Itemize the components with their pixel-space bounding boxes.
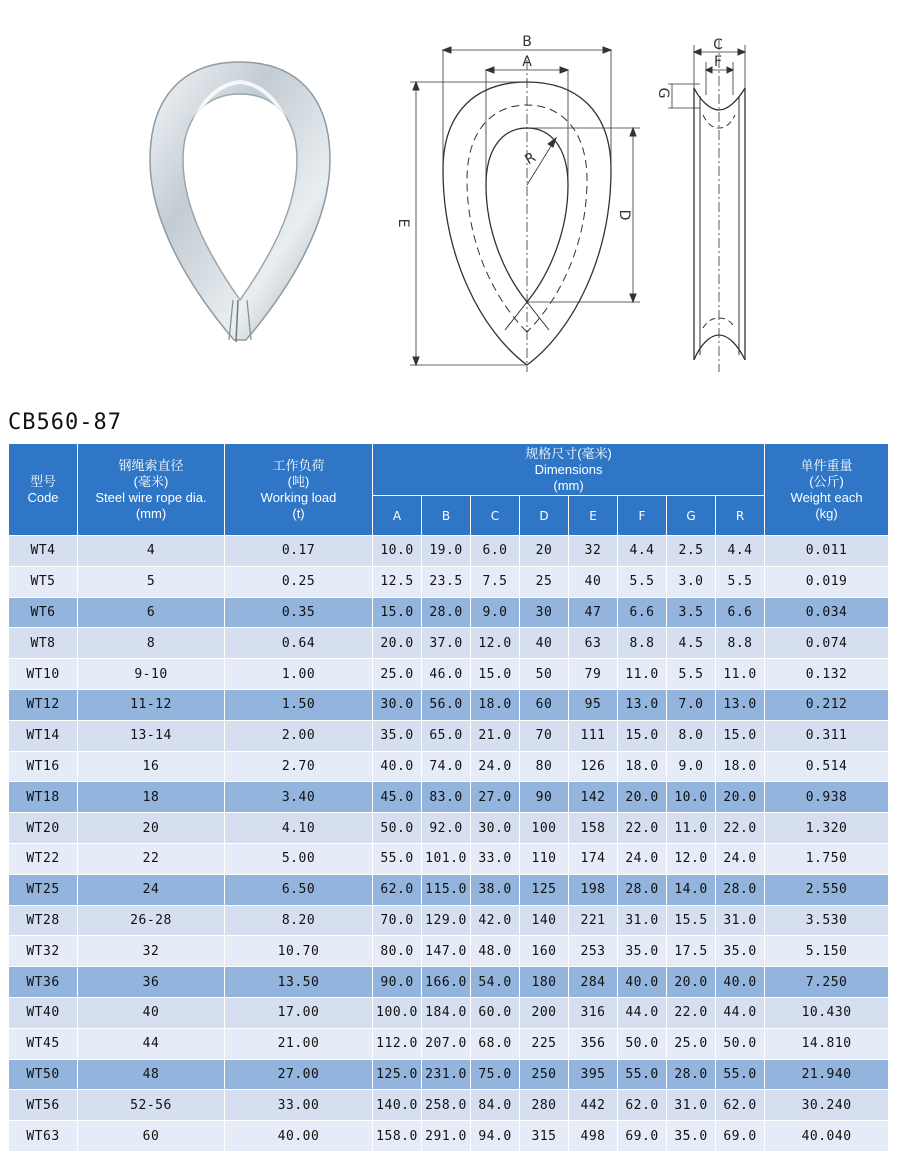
- cell-dim-g: 10.0: [667, 782, 716, 813]
- cell-dim-f: 31.0: [618, 905, 667, 936]
- side-view-drawing: [668, 40, 745, 372]
- dim-label-c: C: [713, 37, 723, 53]
- cell-dim-b: 28.0: [422, 597, 471, 628]
- cell-dim-d: 90: [520, 782, 569, 813]
- cell-dim-r: 13.0: [716, 689, 765, 720]
- cell-dim-b: 207.0: [422, 1028, 471, 1059]
- cell-weight: 0.311: [765, 720, 889, 751]
- cell-working-load: 17.00: [225, 997, 373, 1028]
- table-row: [9, 628, 889, 659]
- cell-rope-dia: 26-28: [78, 905, 225, 936]
- cell-dim-d: 315: [520, 1121, 569, 1152]
- cell-dim-b: 101.0: [422, 843, 471, 874]
- thimble-photo: [150, 62, 330, 342]
- cell-dim-c: 9.0: [471, 597, 520, 628]
- cell-dim-b: 56.0: [422, 689, 471, 720]
- cell-dim-r: 18.0: [716, 751, 765, 782]
- cell-rope-dia: 24: [78, 874, 225, 905]
- cell-dim-a: 15.0: [373, 597, 422, 628]
- dim-label-d: D: [616, 209, 632, 221]
- cell-dim-a: 80.0: [373, 936, 422, 967]
- header-rope-diameter: 钢绳索直径 (毫米) Steel wire rope dia. (mm): [78, 444, 225, 536]
- header-dim-a: A: [373, 496, 422, 536]
- cell-dim-r: 6.6: [716, 597, 765, 628]
- cell-dim-g: 31.0: [667, 1090, 716, 1121]
- cell-code: WT12: [9, 689, 78, 720]
- cell-dim-c: 38.0: [471, 874, 520, 905]
- cell-weight: 1.320: [765, 813, 889, 844]
- cell-dim-f: 20.0: [618, 782, 667, 813]
- cell-weight: 0.514: [765, 751, 889, 782]
- cell-dim-g: 14.0: [667, 874, 716, 905]
- cell-working-load: 5.00: [225, 843, 373, 874]
- cell-code: WT14: [9, 720, 78, 751]
- cell-code: WT28: [9, 905, 78, 936]
- cell-working-load: 13.50: [225, 967, 373, 998]
- table-row: [9, 1090, 889, 1121]
- cell-dim-d: 50: [520, 659, 569, 690]
- cell-dim-d: 250: [520, 1059, 569, 1090]
- cell-dim-b: 19.0: [422, 536, 471, 567]
- cell-dim-a: 10.0: [373, 536, 422, 567]
- cell-dim-b: 65.0: [422, 720, 471, 751]
- cell-rope-dia: 11-12: [78, 689, 225, 720]
- table-row: [9, 566, 889, 597]
- cell-working-load: 0.25: [225, 566, 373, 597]
- cell-dim-e: 142: [569, 782, 618, 813]
- table-row: [9, 751, 889, 782]
- cell-dim-g: 7.0: [667, 689, 716, 720]
- cell-dim-d: 20: [520, 536, 569, 567]
- cell-dim-g: 8.0: [667, 720, 716, 751]
- cell-dim-b: 184.0: [422, 997, 471, 1028]
- cell-dim-f: 15.0: [618, 720, 667, 751]
- cell-dim-d: 100: [520, 813, 569, 844]
- cell-dim-a: 20.0: [373, 628, 422, 659]
- cell-dim-r: 8.8: [716, 628, 765, 659]
- cell-dim-c: 30.0: [471, 813, 520, 844]
- cell-dim-f: 55.0: [618, 1059, 667, 1090]
- cell-dim-b: 258.0: [422, 1090, 471, 1121]
- cell-weight: 5.150: [765, 936, 889, 967]
- cell-weight: 1.750: [765, 843, 889, 874]
- cell-dim-e: 198: [569, 874, 618, 905]
- cell-dim-c: 60.0: [471, 997, 520, 1028]
- cell-dim-f: 8.8: [618, 628, 667, 659]
- cell-weight: 7.250: [765, 967, 889, 998]
- cell-dim-f: 62.0: [618, 1090, 667, 1121]
- dim-label-e: E: [395, 218, 411, 228]
- cell-working-load: 40.00: [225, 1121, 373, 1152]
- cell-working-load: 0.17: [225, 536, 373, 567]
- cell-working-load: 10.70: [225, 936, 373, 967]
- cell-dim-r: 31.0: [716, 905, 765, 936]
- table-row: [9, 905, 889, 936]
- header-dim-f: F: [618, 496, 667, 536]
- cell-dim-a: 55.0: [373, 843, 422, 874]
- cell-dim-r: 22.0: [716, 813, 765, 844]
- cell-dim-b: 23.5: [422, 566, 471, 597]
- cell-dim-r: 24.0: [716, 843, 765, 874]
- cell-working-load: 1.50: [225, 689, 373, 720]
- cell-code: WT10: [9, 659, 78, 690]
- cell-dim-f: 22.0: [618, 813, 667, 844]
- cell-dim-e: 79: [569, 659, 618, 690]
- cell-dim-g: 22.0: [667, 997, 716, 1028]
- cell-dim-b: 166.0: [422, 967, 471, 998]
- cell-dim-a: 30.0: [373, 689, 422, 720]
- dim-label-b: B: [522, 34, 532, 50]
- table-row: [9, 1028, 889, 1059]
- cell-dim-e: 32: [569, 536, 618, 567]
- cell-rope-dia: 32: [78, 936, 225, 967]
- cell-weight: 0.074: [765, 628, 889, 659]
- cell-dim-e: 356: [569, 1028, 618, 1059]
- table-body: [9, 536, 889, 1152]
- cell-rope-dia: 9-10: [78, 659, 225, 690]
- cell-dim-r: 35.0: [716, 936, 765, 967]
- cell-dim-e: 442: [569, 1090, 618, 1121]
- cell-dim-r: 40.0: [716, 967, 765, 998]
- cell-dim-r: 55.0: [716, 1059, 765, 1090]
- cell-dim-b: 291.0: [422, 1121, 471, 1152]
- cell-dim-r: 69.0: [716, 1121, 765, 1152]
- cell-dim-a: 125.0: [373, 1059, 422, 1090]
- header-dim-e: E: [569, 496, 618, 536]
- cell-code: WT20: [9, 813, 78, 844]
- cell-weight: 0.019: [765, 566, 889, 597]
- cell-dim-b: 37.0: [422, 628, 471, 659]
- cell-dim-r: 11.0: [716, 659, 765, 690]
- cell-weight: 0.132: [765, 659, 889, 690]
- cell-dim-a: 50.0: [373, 813, 422, 844]
- cell-dim-c: 12.0: [471, 628, 520, 659]
- cell-code: WT63: [9, 1121, 78, 1152]
- cell-rope-dia: 5: [78, 566, 225, 597]
- cell-dim-c: 33.0: [471, 843, 520, 874]
- cell-dim-g: 4.5: [667, 628, 716, 659]
- cell-dim-g: 25.0: [667, 1028, 716, 1059]
- cell-dim-d: 25: [520, 566, 569, 597]
- cell-dim-b: 83.0: [422, 782, 471, 813]
- cell-dim-d: 70: [520, 720, 569, 751]
- cell-dim-d: 60: [520, 689, 569, 720]
- table-row: [9, 997, 889, 1028]
- cell-weight: 21.940: [765, 1059, 889, 1090]
- cell-code: WT8: [9, 628, 78, 659]
- cell-dim-e: 316: [569, 997, 618, 1028]
- cell-dim-c: 94.0: [471, 1121, 520, 1152]
- table-row: [9, 813, 889, 844]
- cell-code: WT16: [9, 751, 78, 782]
- cell-dim-e: 174: [569, 843, 618, 874]
- cell-rope-dia: 52-56: [78, 1090, 225, 1121]
- cell-dim-e: 221: [569, 905, 618, 936]
- cell-dim-c: 54.0: [471, 967, 520, 998]
- cell-code: WT25: [9, 874, 78, 905]
- dim-label-a: A: [522, 54, 532, 70]
- cell-dim-a: 35.0: [373, 720, 422, 751]
- header-dimensions: 规格尺寸(毫米) Dimensions (mm): [373, 444, 765, 496]
- cell-dim-f: 44.0: [618, 997, 667, 1028]
- table-row: [9, 967, 889, 998]
- cell-code: WT5: [9, 566, 78, 597]
- header-dim-b: B: [422, 496, 471, 536]
- cell-dim-d: 80: [520, 751, 569, 782]
- cell-dim-e: 498: [569, 1121, 618, 1152]
- table-row: [9, 659, 889, 690]
- cell-weight: 14.810: [765, 1028, 889, 1059]
- cell-code: WT4: [9, 536, 78, 567]
- cell-dim-e: 47: [569, 597, 618, 628]
- cell-weight: 2.550: [765, 874, 889, 905]
- cell-dim-e: 95: [569, 689, 618, 720]
- cell-dim-d: 160: [520, 936, 569, 967]
- product-illustration: [0, 0, 900, 390]
- cell-dim-f: 6.6: [618, 597, 667, 628]
- cell-dim-r: 28.0: [716, 874, 765, 905]
- cell-dim-g: 3.5: [667, 597, 716, 628]
- cell-dim-d: 225: [520, 1028, 569, 1059]
- cell-rope-dia: 60: [78, 1121, 225, 1152]
- cell-dim-e: 158: [569, 813, 618, 844]
- cell-dim-f: 40.0: [618, 967, 667, 998]
- table-row: [9, 843, 889, 874]
- cell-dim-c: 18.0: [471, 689, 520, 720]
- cell-dim-f: 18.0: [618, 751, 667, 782]
- cell-dim-g: 20.0: [667, 967, 716, 998]
- cell-rope-dia: 40: [78, 997, 225, 1028]
- cell-dim-c: 84.0: [471, 1090, 520, 1121]
- cell-dim-a: 45.0: [373, 782, 422, 813]
- table-row: [9, 1059, 889, 1090]
- header-dim-r: R: [716, 496, 765, 536]
- cell-dim-c: 15.0: [471, 659, 520, 690]
- cell-rope-dia: 4: [78, 536, 225, 567]
- cell-dim-g: 12.0: [667, 843, 716, 874]
- table-row: [9, 689, 889, 720]
- cell-dim-b: 231.0: [422, 1059, 471, 1090]
- cell-rope-dia: 22: [78, 843, 225, 874]
- cell-dim-e: 395: [569, 1059, 618, 1090]
- cell-dim-b: 147.0: [422, 936, 471, 967]
- cell-dim-e: 126: [569, 751, 618, 782]
- cell-working-load: 2.70: [225, 751, 373, 782]
- cell-dim-b: 115.0: [422, 874, 471, 905]
- cell-working-load: 27.00: [225, 1059, 373, 1090]
- cell-dim-a: 100.0: [373, 997, 422, 1028]
- cell-dim-f: 5.5: [618, 566, 667, 597]
- cell-dim-a: 70.0: [373, 905, 422, 936]
- cell-working-load: 2.00: [225, 720, 373, 751]
- cell-dim-g: 35.0: [667, 1121, 716, 1152]
- cell-dim-e: 111: [569, 720, 618, 751]
- cell-dim-a: 25.0: [373, 659, 422, 690]
- cell-code: WT22: [9, 843, 78, 874]
- cell-dim-d: 110: [520, 843, 569, 874]
- cell-rope-dia: 8: [78, 628, 225, 659]
- cell-code: WT6: [9, 597, 78, 628]
- cell-weight: 3.530: [765, 905, 889, 936]
- header-working-load: 工作负荷 (吨) Working load (t): [225, 444, 373, 536]
- cell-dim-e: 63: [569, 628, 618, 659]
- table-row: [9, 874, 889, 905]
- cell-working-load: 33.00: [225, 1090, 373, 1121]
- table-row: [9, 536, 889, 567]
- cell-weight: 10.430: [765, 997, 889, 1028]
- cell-dim-d: 180: [520, 967, 569, 998]
- cell-dim-d: 125: [520, 874, 569, 905]
- cell-dim-c: 68.0: [471, 1028, 520, 1059]
- cell-rope-dia: 6: [78, 597, 225, 628]
- cell-dim-a: 40.0: [373, 751, 422, 782]
- cell-working-load: 6.50: [225, 874, 373, 905]
- cell-dim-c: 27.0: [471, 782, 520, 813]
- cell-dim-a: 90.0: [373, 967, 422, 998]
- cell-dim-f: 24.0: [618, 843, 667, 874]
- header-dim-c: C: [471, 496, 520, 536]
- cell-dim-c: 48.0: [471, 936, 520, 967]
- cell-dim-e: 284: [569, 967, 618, 998]
- dim-label-g: G: [655, 87, 671, 99]
- cell-dim-e: 40: [569, 566, 618, 597]
- cell-working-load: 0.35: [225, 597, 373, 628]
- cell-dim-f: 13.0: [618, 689, 667, 720]
- cell-dim-r: 15.0: [716, 720, 765, 751]
- cell-dim-e: 253: [569, 936, 618, 967]
- header-weight: 单件重量 (公斤) Weight each (kg): [765, 444, 889, 536]
- table-row: [9, 936, 889, 967]
- cell-dim-b: 46.0: [422, 659, 471, 690]
- specification-table: [8, 443, 889, 1152]
- cell-weight: 0.212: [765, 689, 889, 720]
- cell-dim-r: 20.0: [716, 782, 765, 813]
- cell-code: WT50: [9, 1059, 78, 1090]
- cell-rope-dia: 44: [78, 1028, 225, 1059]
- cell-code: WT40: [9, 997, 78, 1028]
- cell-dim-c: 24.0: [471, 751, 520, 782]
- cell-dim-g: 3.0: [667, 566, 716, 597]
- cell-dim-c: 21.0: [471, 720, 520, 751]
- cell-dim-g: 28.0: [667, 1059, 716, 1090]
- front-view-drawing: [410, 47, 640, 372]
- cell-dim-g: 2.5: [667, 536, 716, 567]
- cell-code: WT36: [9, 967, 78, 998]
- cell-dim-g: 11.0: [667, 813, 716, 844]
- cell-dim-r: 50.0: [716, 1028, 765, 1059]
- cell-dim-d: 30: [520, 597, 569, 628]
- cell-dim-g: 17.5: [667, 936, 716, 967]
- cell-rope-dia: 20: [78, 813, 225, 844]
- cell-code: WT45: [9, 1028, 78, 1059]
- cell-dim-r: 44.0: [716, 997, 765, 1028]
- cell-dim-d: 280: [520, 1090, 569, 1121]
- cell-dim-r: 5.5: [716, 566, 765, 597]
- cell-dim-a: 140.0: [373, 1090, 422, 1121]
- cell-dim-c: 42.0: [471, 905, 520, 936]
- cell-dim-d: 40: [520, 628, 569, 659]
- cell-weight: 0.034: [765, 597, 889, 628]
- cell-code: WT18: [9, 782, 78, 813]
- cell-weight: 0.011: [765, 536, 889, 567]
- cell-dim-r: 4.4: [716, 536, 765, 567]
- table-row: [9, 720, 889, 751]
- cell-dim-a: 158.0: [373, 1121, 422, 1152]
- header-code: 型号 Code: [9, 444, 78, 536]
- cell-dim-r: 62.0: [716, 1090, 765, 1121]
- cell-dim-f: 4.4: [618, 536, 667, 567]
- cell-dim-b: 74.0: [422, 751, 471, 782]
- cell-dim-c: 75.0: [471, 1059, 520, 1090]
- cell-dim-d: 200: [520, 997, 569, 1028]
- cell-code: WT32: [9, 936, 78, 967]
- cell-dim-g: 9.0: [667, 751, 716, 782]
- cell-dim-a: 112.0: [373, 1028, 422, 1059]
- cell-working-load: 8.20: [225, 905, 373, 936]
- dim-label-f: F: [713, 54, 723, 70]
- table-row: [9, 1121, 889, 1152]
- cell-weight: 0.938: [765, 782, 889, 813]
- dim-label-r: R: [522, 149, 539, 169]
- cell-dim-c: 6.0: [471, 536, 520, 567]
- cell-working-load: 21.00: [225, 1028, 373, 1059]
- cell-rope-dia: 13-14: [78, 720, 225, 751]
- cell-working-load: 1.00: [225, 659, 373, 690]
- header-dim-g: G: [667, 496, 716, 536]
- standard-code-title: CB560-87: [8, 410, 122, 435]
- cell-dim-g: 15.5: [667, 905, 716, 936]
- cell-rope-dia: 18: [78, 782, 225, 813]
- cell-dim-f: 50.0: [618, 1028, 667, 1059]
- cell-rope-dia: 16: [78, 751, 225, 782]
- cell-weight: 30.240: [765, 1090, 889, 1121]
- cell-code: WT56: [9, 1090, 78, 1121]
- cell-working-load: 4.10: [225, 813, 373, 844]
- cell-rope-dia: 36: [78, 967, 225, 998]
- table-row: [9, 597, 889, 628]
- cell-dim-f: 35.0: [618, 936, 667, 967]
- cell-dim-d: 140: [520, 905, 569, 936]
- cell-dim-g: 5.5: [667, 659, 716, 690]
- cell-rope-dia: 48: [78, 1059, 225, 1090]
- cell-working-load: 0.64: [225, 628, 373, 659]
- cell-dim-b: 129.0: [422, 905, 471, 936]
- cell-dim-a: 62.0: [373, 874, 422, 905]
- cell-working-load: 3.40: [225, 782, 373, 813]
- cell-dim-f: 11.0: [618, 659, 667, 690]
- cell-dim-f: 69.0: [618, 1121, 667, 1152]
- table-row: [9, 782, 889, 813]
- header-dim-d: D: [520, 496, 569, 536]
- cell-dim-b: 92.0: [422, 813, 471, 844]
- cell-weight: 40.040: [765, 1121, 889, 1152]
- cell-dim-a: 12.5: [373, 566, 422, 597]
- cell-dim-c: 7.5: [471, 566, 520, 597]
- cell-dim-f: 28.0: [618, 874, 667, 905]
